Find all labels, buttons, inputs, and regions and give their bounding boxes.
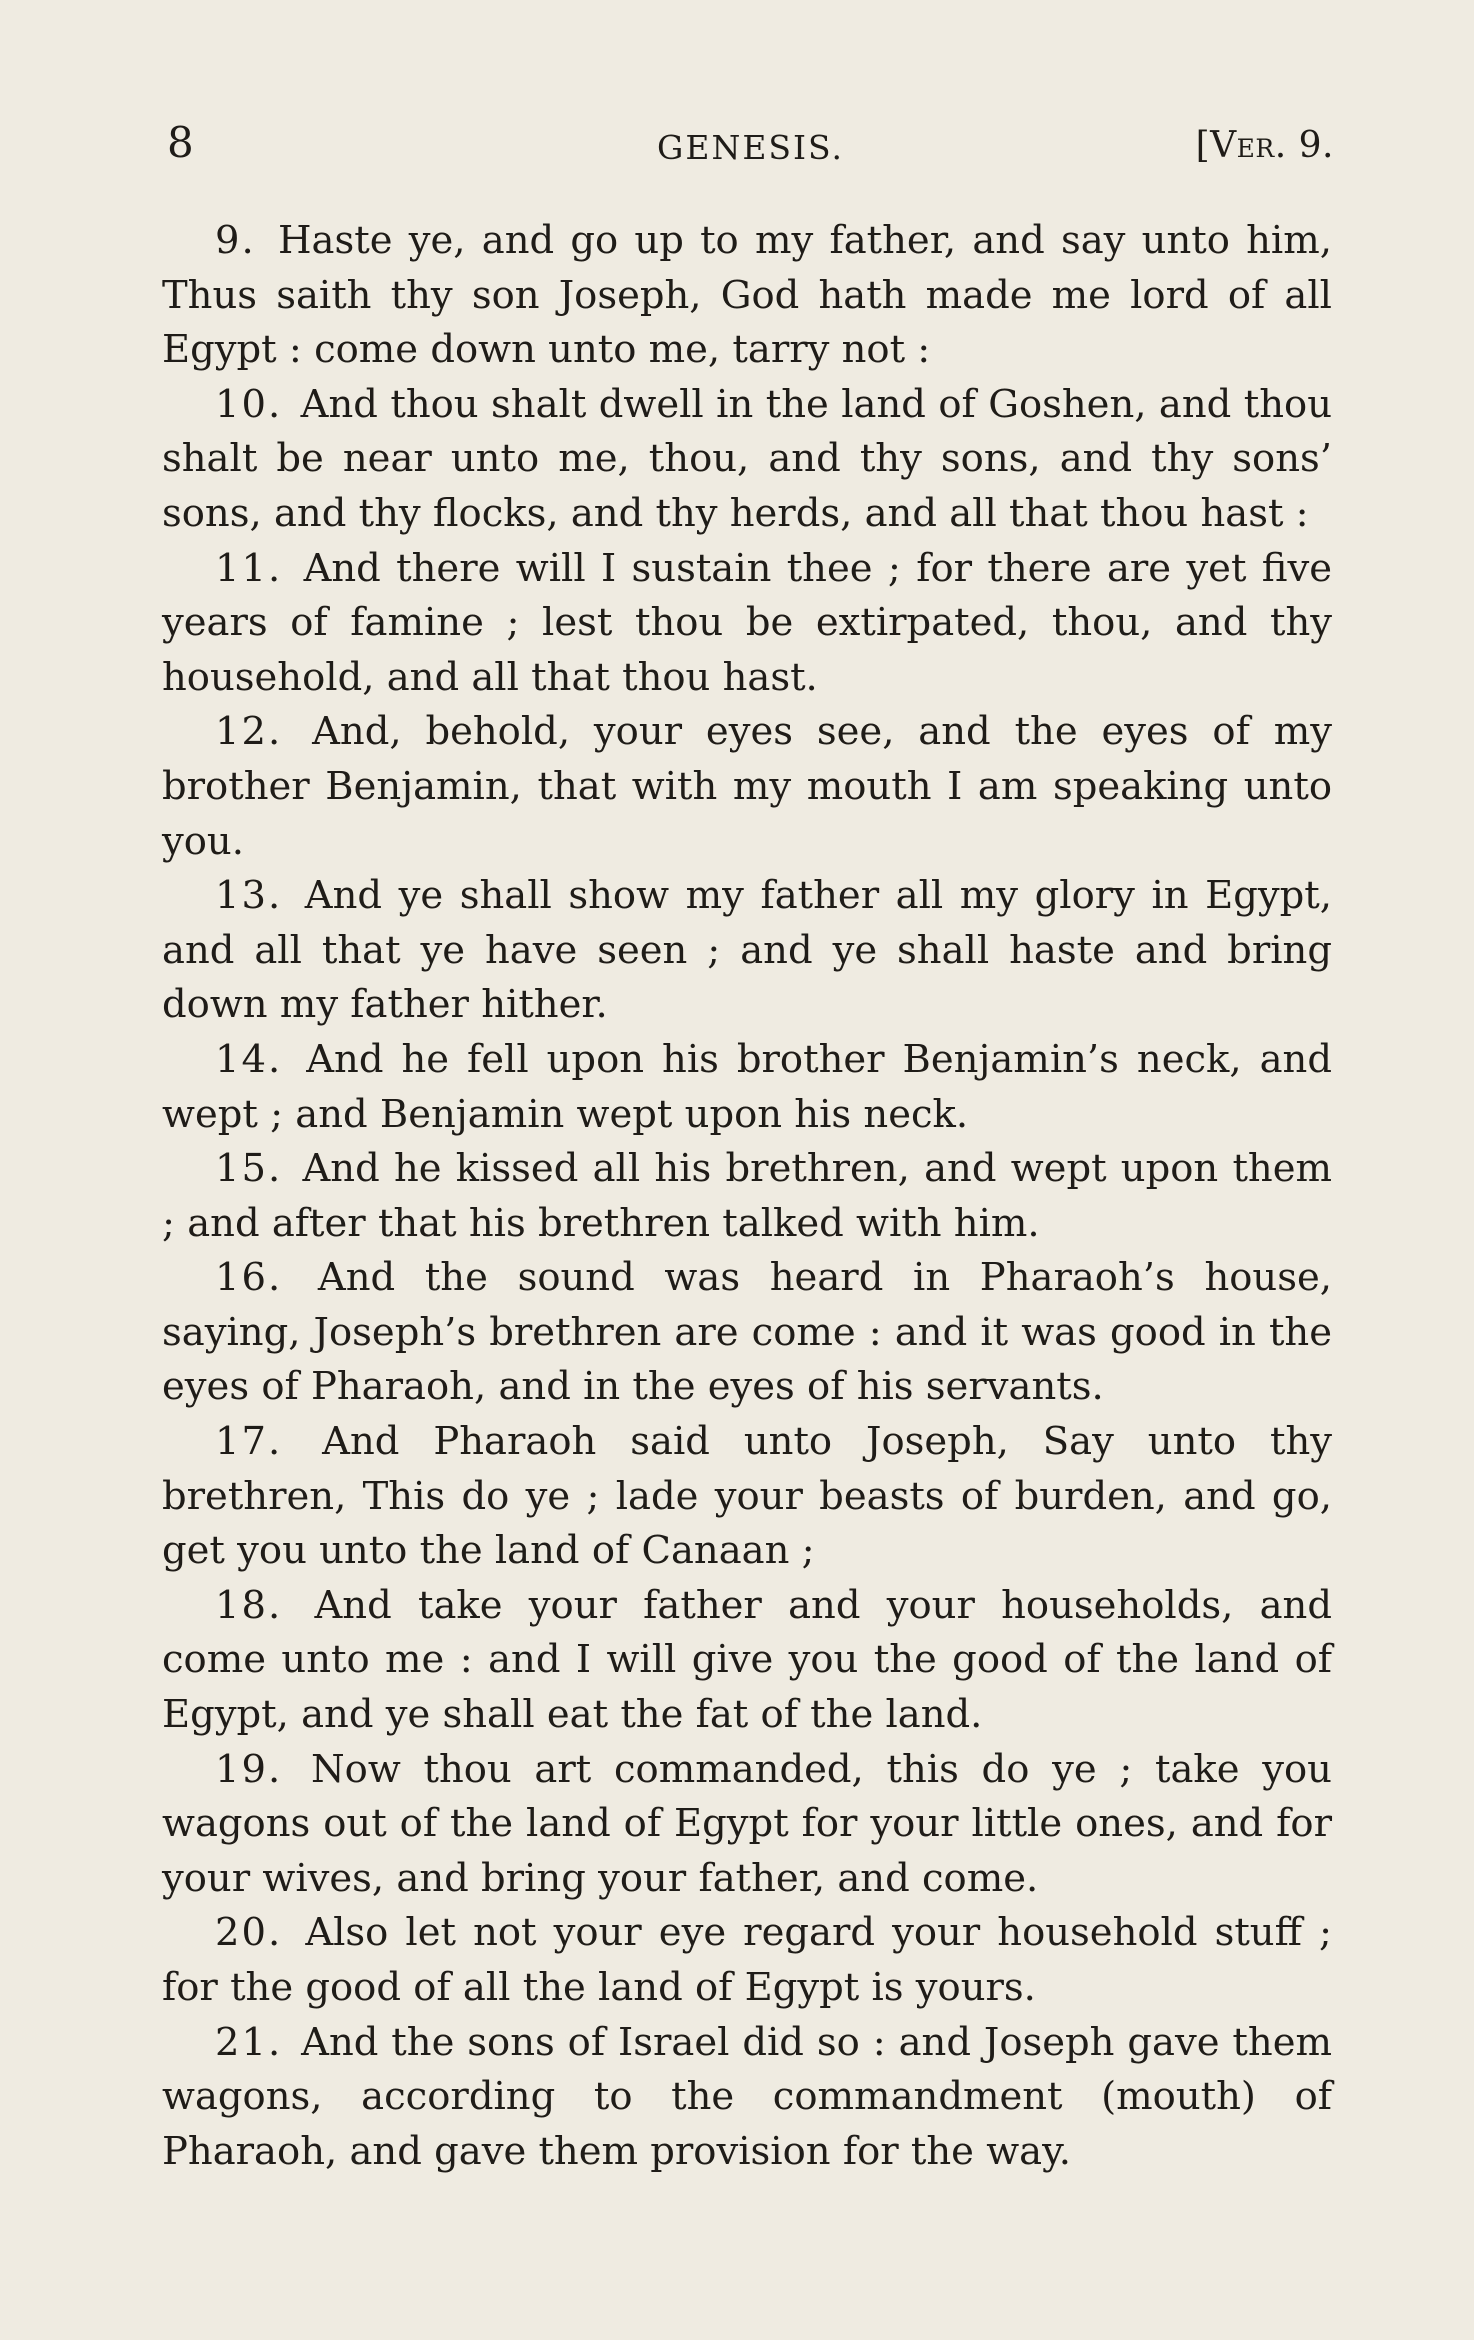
verse-number: 16. xyxy=(215,1255,283,1301)
verse-text: And Pharaoh said unto Joseph, Say unto thy brethren, This do ye ; lade your beasts of burden, and go, get you unto the land of Canaan ; xyxy=(162,1419,1332,1574)
verse xyxy=(162,1033,1332,1142)
verse-number: 17. xyxy=(215,1419,283,1465)
verse-number: 11. xyxy=(215,545,283,591)
verse-text: And the sons of Israel did so : and Joseph gave them wagons, according to the commandment (mouth) of Pharaoh, and gave them provision for the way. xyxy=(162,2019,1332,2174)
verse-text: Also let not your eye regard your household stuff ; for the good of all the land of Egypt is yours. xyxy=(162,1910,1332,2010)
verse-text: And he fell upon his brother Benjamin’s neck, and wept ; and Benjamin wept upon his neck. xyxy=(162,1036,1332,1137)
verse-number: 14. xyxy=(215,1036,283,1082)
verse-text: And he kissed all his brethren, and wept upon them ; and after that his brethren talked with him. xyxy=(162,1146,1333,1246)
verse-number: 10. xyxy=(215,381,283,427)
verse-number: 19. xyxy=(215,1746,283,1792)
verse-text: And thou shalt dwell in the land of Goshen, and thou shalt be near unto me, thou, and thy sons, and thy sons’ sons, and thy flocks, and thy herds, and all that thou hast : xyxy=(162,381,1332,536)
verse-number: 18. xyxy=(215,1582,283,1628)
verse xyxy=(162,705,1332,869)
book-title: GENESIS. xyxy=(657,128,844,167)
verse-text: And take your father and your households, and come unto me : and I will give you the good of the land of Egypt, and ye shall eat the fat of the land. xyxy=(162,1582,1332,1738)
verse-text-block xyxy=(162,214,1332,2179)
verse-reference-abbrev: er. xyxy=(1236,125,1287,166)
verse xyxy=(162,2016,1332,2180)
running-head xyxy=(167,118,1334,168)
verse xyxy=(162,1142,1332,1251)
verse-number: 21. xyxy=(215,2019,283,2065)
verse-number: 15. xyxy=(215,1146,283,1192)
verse xyxy=(162,214,1332,378)
verse xyxy=(162,1743,1332,1907)
verse-reference-number: 9. xyxy=(1286,125,1334,166)
verse-text: And there will I sustain thee ; for there are yet five years of famine ; lest thou be extirpated, thou, and thy household, and all that thou hast. xyxy=(162,545,1332,700)
verse-text: Haste ye, and go up to my father, and say unto him, Thus saith thy son Joseph, God hath made me lord of all Egypt : come down unto me, tarry not : xyxy=(162,218,1332,373)
verse-reference-open: [V xyxy=(1195,125,1237,166)
verse-number: 9. xyxy=(215,218,256,263)
verse xyxy=(162,1579,1332,1743)
verse xyxy=(162,378,1332,542)
verse xyxy=(162,1906,1332,2015)
verse xyxy=(162,1251,1332,1415)
verse-text: Now thou art commanded, this do ye ; take you wagons out of the land of Egypt for your little ones, and for your wives, and bring your father, and come. xyxy=(162,1746,1332,1901)
verse xyxy=(162,1415,1332,1579)
page-number: 8 xyxy=(167,118,195,167)
verse xyxy=(162,542,1332,706)
verse-number: 20. xyxy=(215,1910,283,1956)
verse xyxy=(162,869,1332,1033)
verse-number: 13. xyxy=(215,873,283,919)
verse-text: And the sound was heard in Pharaoh’s house, saying, Joseph’s brethren are come : and it was good in the eyes of Pharaoh, and in the eyes of his servants. xyxy=(162,1255,1332,1410)
verse-number: 12. xyxy=(215,709,283,755)
verse-text: And, behold, your eyes see, and the eyes of my brother Benjamin, that with my mouth I am speaking unto you. xyxy=(162,709,1332,864)
verse-text: And ye shall show my father all my glory in Egypt, and all that ye have seen ; and ye shall haste and bring down my father hither. xyxy=(162,873,1332,1028)
